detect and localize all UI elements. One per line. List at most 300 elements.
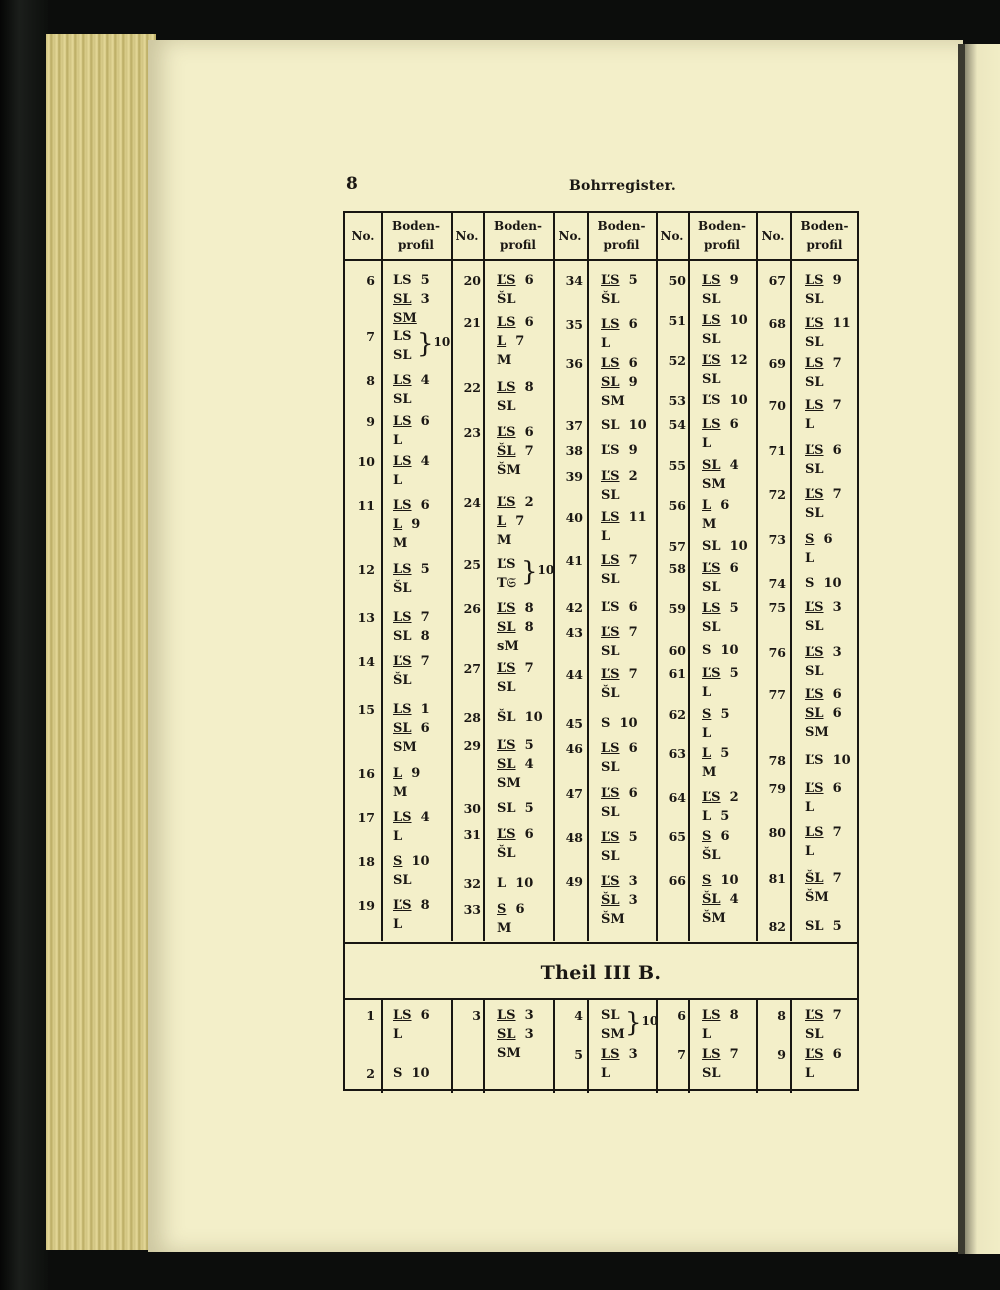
layer-depth: 2 [515,495,534,510]
column-rule [790,998,792,1093]
bore-number: 25 [463,557,481,572]
bore-number: 18 [357,854,375,869]
soil-symbol: LS [393,562,412,577]
soil-symbol: ĽS [805,487,824,502]
soil-profile-layer [497,463,521,479]
soil-symbol: L [393,829,403,844]
soil-profile-layer [601,912,625,928]
soil-profile-layer [393,348,412,364]
soil-symbol: SL [601,644,620,659]
soil-profile-layer [805,619,824,635]
soil-profile-layer [805,1027,824,1043]
layer-depth: 5 [823,919,842,934]
soil-symbol: S [393,1066,403,1081]
soil-symbol: M [393,785,408,800]
bore-number: 58 [668,561,686,576]
layer-depth: 6 [506,902,525,917]
soil-symbol: LS [393,373,412,388]
header-bodenprofil: Boden- profil [597,219,646,252]
layer-depth: 7 [619,625,638,640]
bore-number: 53 [668,393,686,408]
soil-profile-layer [601,488,620,504]
soil-profile-layer [497,576,516,592]
soil-profile-layer [805,335,824,351]
soil-symbol: ĽS [702,561,721,576]
soil-profile-layer [805,890,829,906]
soil-symbol: M [497,353,512,368]
soil-profile-layer [805,645,842,661]
soil-profile-layer [702,292,721,308]
soil-symbol: ĽS [805,1008,824,1023]
soil-symbol: LS [601,317,620,332]
layer-depth: 5 [515,801,534,816]
soil-symbol: SL [702,620,721,635]
soil-symbol: LS [393,610,412,625]
soil-profile-layer [702,643,739,659]
bore-number: 72 [768,487,786,502]
bore-number: 26 [463,601,481,616]
soil-profile-layer [393,829,402,845]
layer-depth: 10 [402,854,430,869]
soil-profile-layer [805,375,824,391]
soil-symbol: SL [497,801,516,816]
soil-profile-layer [805,725,829,741]
bore-number: 9 [777,1047,786,1062]
bore-number: 45 [565,716,583,731]
bore-number: 31 [463,827,481,842]
bore-number: 51 [668,313,686,328]
soil-symbol: L [702,436,712,451]
soil-symbol: ĽS [601,874,620,889]
soil-profile-layer [393,1066,430,1082]
soil-symbol: LS [702,1047,721,1062]
soil-symbol: L [393,766,403,781]
section-title: Theil III B. [540,962,662,984]
soil-profile-layer [805,664,824,680]
soil-symbol: ĽS [497,601,516,616]
layer-depth: 6 [411,1008,430,1023]
layer-depth: 8 [411,629,430,644]
soil-symbol: ĽS [805,781,824,796]
soil-profile-layer [702,601,739,617]
layer-depth: 3 [515,1027,534,1042]
soil-profile-layer [601,830,638,846]
soil-profile-layer [702,620,721,636]
layer-depth: 5 [711,707,730,722]
soil-profile-layer [805,687,842,703]
soil-profile-layer [497,425,534,441]
soil-symbol: L [805,551,815,566]
page-number: 8 [346,174,358,194]
layer-depth: 10 [720,313,748,328]
soil-symbol: L [601,336,611,351]
soil-profile-layer [393,1008,430,1024]
layer-depth: 7 [515,444,534,459]
bore-number: 61 [668,666,686,681]
bore-number: 8 [366,373,375,388]
soil-symbol: ĽS [393,898,412,913]
soil-symbol: LS [805,273,824,288]
bore-number: 12 [357,562,375,577]
soil-symbol: L [497,876,507,891]
soil-profile-layer [601,510,647,526]
soil-symbol: ĽS [497,273,516,288]
layer-depth: 10 [823,753,851,768]
layer-depth: 5 [619,273,638,288]
soil-symbol: LS [601,510,620,525]
soil-profile-layer [702,790,739,806]
layer-depth: 2 [619,469,638,484]
soil-symbol: S [702,707,712,722]
running-head: Bohrregister. [569,178,676,194]
soil-profile-layer [601,1008,620,1024]
soil-profile-layer [702,1027,711,1043]
soil-profile-layer [805,600,842,616]
bore-number: 6 [677,1008,686,1023]
bore-number: 56 [668,498,686,513]
layer-depth: 6 [814,532,833,547]
bore-number: 33 [463,902,481,917]
soil-profile-layer [601,716,638,732]
layer-depth: 6 [411,498,430,513]
page-edges [46,34,156,1250]
bore-number: 48 [565,830,583,845]
layer-depth: 9 [720,273,739,288]
soil-symbol: ĽS [393,654,412,669]
layer-depth: 6 [619,600,638,615]
soil-profile-layer [601,893,638,909]
soil-symbol: ĽS [805,1047,824,1062]
soil-symbol: SL [805,664,824,679]
soil-profile-layer [393,740,417,756]
layer-depth: 6 [619,317,638,332]
soil-symbol: SM [497,1046,521,1061]
layer-depth: 5 [411,273,430,288]
soil-profile-layer [497,757,534,773]
layer-depth: 6 [515,273,534,288]
soil-symbol: M [702,765,717,780]
header-bodenprofil: Boden- profil [800,219,849,252]
layer-depth: 8 [515,380,534,395]
bore-number: 55 [668,458,686,473]
soil-symbol: LS [601,356,620,371]
bore-number: 63 [668,746,686,761]
soil-symbol: SL [805,292,824,307]
soil-profile-layer [393,702,430,718]
soil-symbol: L [702,1027,712,1042]
soil-symbol: ŠL [702,892,721,907]
soil-symbol: ĽS [601,469,620,484]
soil-symbol: L [805,844,815,859]
column-rule [790,213,792,941]
soil-profile-layer [702,477,726,493]
soil-profile-layer [497,533,511,549]
soil-symbol: SM [702,477,726,492]
layer-depth: 7 [823,398,842,413]
soil-profile-layer [393,673,412,689]
bore-number: 21 [463,315,481,330]
layer-depth: 1 [411,702,430,717]
bore-number: 64 [668,790,686,805]
bore-number: 22 [463,380,481,395]
soil-symbol: ŠL [601,686,620,701]
soil-profile-layer [601,741,638,757]
facing-page [965,44,1000,1254]
layer-depth: 3 [619,874,638,889]
soil-symbol: ŠM [601,912,625,927]
soil-symbol: SL [497,757,516,772]
bore-number: 16 [357,766,375,781]
soil-profile-layer [393,517,420,533]
soil-profile-layer [393,610,430,626]
bore-number: 59 [668,601,686,616]
soil-symbol: ŠL [805,871,824,886]
row-rule [345,998,857,1000]
soil-symbol: ŠL [393,673,412,688]
bore-number: 42 [565,600,583,615]
soil-profile-layer [497,514,524,530]
soil-profile-layer [393,898,430,914]
soil-symbol: ĽS [702,393,721,408]
layer-depth: 6 [720,561,739,576]
soil-profile-layer [601,394,625,410]
layer-depth: 4 [720,458,739,473]
soil-profile-layer [702,848,721,864]
soil-profile-layer [393,433,402,449]
soil-profile-layer [601,469,638,485]
soil-symbol: LS [393,702,412,717]
soil-symbol: M [497,921,512,936]
soil-profile-layer [601,356,638,372]
soil-profile-layer [601,667,638,683]
bore-number: 30 [463,801,481,816]
layer-depth: 2 [720,790,739,805]
layer-depth: 3 [619,1047,638,1062]
soil-symbol: ĽS [805,753,824,768]
soil-symbol: ĽS [497,557,516,572]
bore-number: 52 [668,353,686,368]
soil-profile-layer [702,726,711,742]
bore-number: 37 [565,418,583,433]
layer-depth: 6 [711,829,730,844]
bore-number: 32 [463,876,481,891]
soil-symbol: LS [393,273,412,288]
layer-depth: 11 [619,510,647,525]
soil-profile-layer [702,1008,739,1024]
soil-symbol: S [393,854,403,869]
soil-symbol: SL [601,375,620,390]
bore-number: 29 [463,738,481,753]
soil-symbol: SL [601,418,620,433]
soil-profile-layer [805,1066,814,1082]
soil-symbol: SM [805,725,829,740]
bore-number: 36 [565,356,583,371]
soil-profile-layer [497,353,511,369]
soil-symbol: ŠL [601,893,620,908]
soil-profile-layer [702,498,729,514]
soil-symbol: SL [805,375,824,390]
soil-symbol: ĽS [805,687,824,702]
soil-symbol: L [497,514,507,529]
soil-profile-layer [702,666,739,682]
soil-profile-layer [497,1027,534,1043]
soil-profile-layer [497,661,534,677]
soil-profile-layer [702,417,739,433]
soil-symbol: sM [497,639,519,654]
layer-depth: 5 [411,562,430,577]
soil-profile-layer [393,766,420,782]
bore-number: 73 [768,532,786,547]
soil-symbol: SM [601,394,625,409]
soil-profile-layer [805,462,824,478]
soil-profile-layer [805,273,842,289]
soil-symbol: L [393,1027,403,1042]
row-rule [345,259,857,261]
soil-profile-layer [805,576,842,592]
soil-symbol: S [805,532,815,547]
soil-symbol: SL [393,292,412,307]
soil-symbol: L [702,746,712,761]
layer-depth: 7 [823,1008,842,1023]
soil-symbol: ĽS [805,600,824,615]
column-rule [587,213,589,941]
soil-profile-layer [702,436,711,452]
soil-profile-layer [601,805,620,821]
bore-number: 62 [668,707,686,722]
soil-profile-layer [393,454,430,470]
soil-symbol: LS [393,1008,412,1023]
layer-depth: 6 [411,721,430,736]
soil-symbol: L [601,1066,611,1081]
header-no: No. [558,228,582,243]
bore-number: 8 [777,1008,786,1023]
soil-symbol: ŠL [497,846,516,861]
soil-profile-layer [702,829,730,845]
soil-symbol: LS [702,417,721,432]
layer-depth: 4 [515,757,534,772]
layer-depth: 9 [402,766,421,781]
soil-symbol: LS [497,315,516,330]
soil-profile-layer [497,1046,521,1062]
soil-profile-layer [601,600,638,616]
bore-register-table [343,211,859,1091]
layer-depth: 7 [411,610,430,625]
layer-depth: 3 [823,600,842,615]
soil-profile-layer [702,911,726,927]
soil-profile-layer [702,353,748,369]
soil-symbol: ĽS [601,625,620,640]
bore-number: 82 [768,919,786,934]
soil-profile-layer [702,1066,721,1082]
soil-symbol: SL [702,372,721,387]
soil-profile-layer [805,292,824,308]
soil-profile-layer [601,874,638,890]
soil-profile-layer [601,786,638,802]
soil-symbol: SL [702,580,721,595]
soil-symbol: ĽS [497,661,516,676]
soil-profile-layer [702,746,729,762]
layer-depth: 6 [823,443,842,458]
bore-number: 66 [668,873,686,888]
column-rule [381,213,383,941]
soil-profile-layer [702,332,721,348]
bore-number: 65 [668,829,686,844]
soil-profile-layer [497,399,516,415]
layer-depth: 4 [720,892,739,907]
soil-profile-layer [393,1027,402,1043]
layer-depth: 10 [515,710,543,725]
bore-number: 17 [357,810,375,825]
soil-profile-layer [805,844,814,860]
soil-profile-layer [393,414,430,430]
layer-depth: 6 [711,498,730,513]
soil-profile-layer [497,601,534,617]
soil-profile-layer [805,398,842,414]
soil-profile-layer [393,329,412,345]
bore-number: 3 [472,1008,481,1023]
layer-depth: 6 [720,417,739,432]
bore-number: 74 [768,576,786,591]
layer-depth: 6 [515,425,534,440]
layer-depth: 6 [619,786,638,801]
soil-profile-layer [702,273,739,289]
soil-symbol: SL [497,1027,516,1042]
layer-depth: 10 [711,643,739,658]
layer-depth: 6 [515,827,534,842]
soil-profile-layer [805,487,842,503]
bore-number: 49 [565,874,583,889]
soil-symbol: L [393,917,403,932]
soil-profile-layer [393,562,430,578]
soil-symbol: ĽS [702,790,721,805]
soil-profile-layer [601,273,638,289]
soil-profile-layer [805,753,851,769]
column-rule [587,998,589,1093]
soil-profile-layer [702,561,739,577]
soil-profile-layer [497,380,534,396]
bore-number: 35 [565,317,583,332]
layer-depth: 5 [711,809,730,824]
layer-depth: 8 [515,620,534,635]
soil-profile-layer [393,873,412,889]
soil-symbol: S [702,643,712,658]
layer-depth: 7 [823,356,842,371]
bore-number: 38 [565,443,583,458]
soil-profile-layer [393,311,417,327]
header-no: No. [761,228,785,243]
soil-profile-layer [393,629,430,645]
soil-symbol: S [601,716,611,731]
soil-profile-layer [601,572,620,588]
bore-number: 69 [768,356,786,371]
layer-depth: 5 [720,601,739,616]
bore-number: 15 [357,702,375,717]
bore-number: 7 [366,329,375,344]
layer-depth: 6 [823,781,842,796]
soil-symbol: SL [805,462,824,477]
soil-symbol: LS [702,313,721,328]
bore-number: 67 [768,273,786,288]
soil-profile-layer [601,529,610,545]
soil-symbol: ŠL [702,848,721,863]
soil-symbol: ŠL [497,292,516,307]
soil-symbol: ŠM [805,890,829,905]
layer-depth: 5 [515,738,534,753]
soil-symbol: ĽS [601,600,620,615]
soil-profile-layer [497,495,534,511]
soil-symbol: ŠM [702,911,726,926]
soil-symbol: L [805,417,815,432]
